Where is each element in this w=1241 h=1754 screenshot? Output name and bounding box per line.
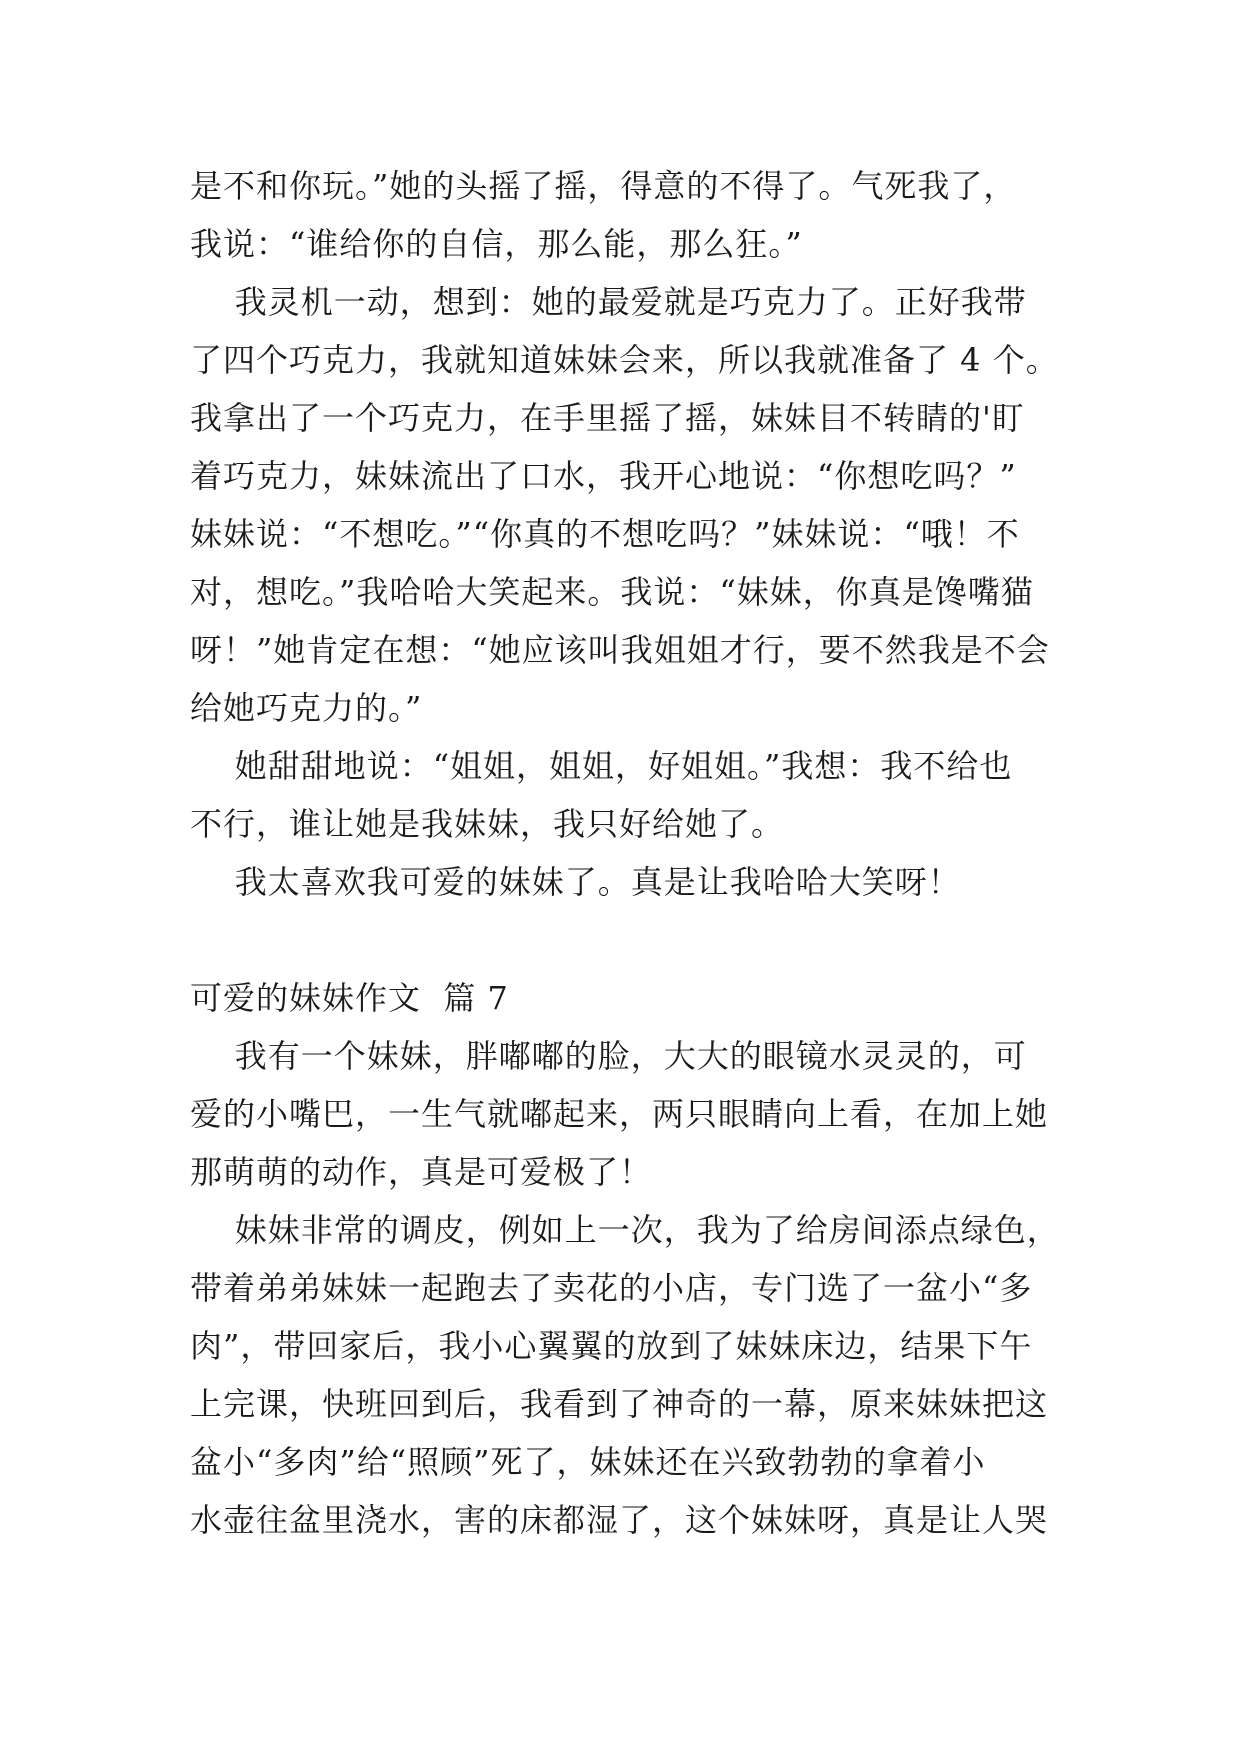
text-line: 水壶往盆里浇水，害的床都湿了，这个妹妹呀，真是让人哭 [190, 1501, 1049, 1539]
text-line: 我说：“谁给你的自信，那么能，那么狂。” [190, 225, 803, 263]
text-line: 着巧克力，妹妹流出了口水，我开心地说：“你想吃吗？” [190, 457, 1017, 495]
text-line: 呀！”她肯定在想：“她应该叫我姐姐才行，要不然我是不会 [190, 631, 1050, 669]
section-heading: 可爱的妹妹作文 篇 7 [190, 979, 509, 1017]
text-line: 我灵机一动，想到：她的最爱就是巧克力了。正好我带 [190, 283, 1027, 321]
text-line: 肉”，带回家后，我小心翼翼的放到了妹妹床边，结果下午 [190, 1327, 1033, 1365]
text-line: 不行，谁让她是我妹妹，我只好给她了。 [190, 805, 785, 843]
paragraph-spacer [190, 911, 1070, 969]
document-body [190, 157, 1070, 1549]
text-line: 上完课，快班回到后，我看到了神奇的一幕，原来妹妹把这 [190, 1385, 1049, 1423]
text-line: 那萌萌的动作，真是可爱极了！ [190, 1153, 653, 1191]
text-line: 盆小“多肉”给“照顾”死了，妹妹还在兴致勃勃的拿着小 [190, 1443, 986, 1481]
text-line: 妹妹说：“不想吃。”“你真的不想吃吗？”妹妹说：“哦！不 [190, 515, 1020, 553]
text-line: 带着弟弟妹妹一起跑去了卖花的小店，专门选了一盆小“多 [190, 1269, 1033, 1307]
text-line: 对，想吃。”我哈哈大笑起来。我说：“妹妹，你真是馋嘴猫 [190, 573, 1034, 611]
text-line: 我有一个妹妹，胖嘟嘟的脸，大大的眼镜水灵灵的，可 [190, 1037, 1027, 1075]
text-line: 爱的小嘴巴，一生气就嘟起来，两只眼睛向上看，在加上她 [190, 1095, 1049, 1133]
text-line: 了四个巧克力，我就知道妹妹会来，所以我就准备了 4 个。 [190, 341, 1059, 379]
text-line: 我太喜欢我可爱的妹妹了。真是让我哈哈大笑呀！ [190, 863, 961, 901]
text-line: 给她巧克力的。” [190, 689, 423, 727]
text-line: 是不和你玩。”她的头摇了摇，得意的不得了。气死我了， [190, 167, 1017, 205]
text-line: 妹妹非常的调皮，例如上一次，我为了给房间添点绿色， [190, 1211, 1060, 1249]
text-line: 我拿出了一个巧克力，在手里摇了摇，妹妹目不转睛的'盯 [190, 399, 1025, 437]
text-line: 她甜甜地说：“姐姐，姐姐，好姐姐。”我想：我不给也 [190, 747, 1013, 785]
